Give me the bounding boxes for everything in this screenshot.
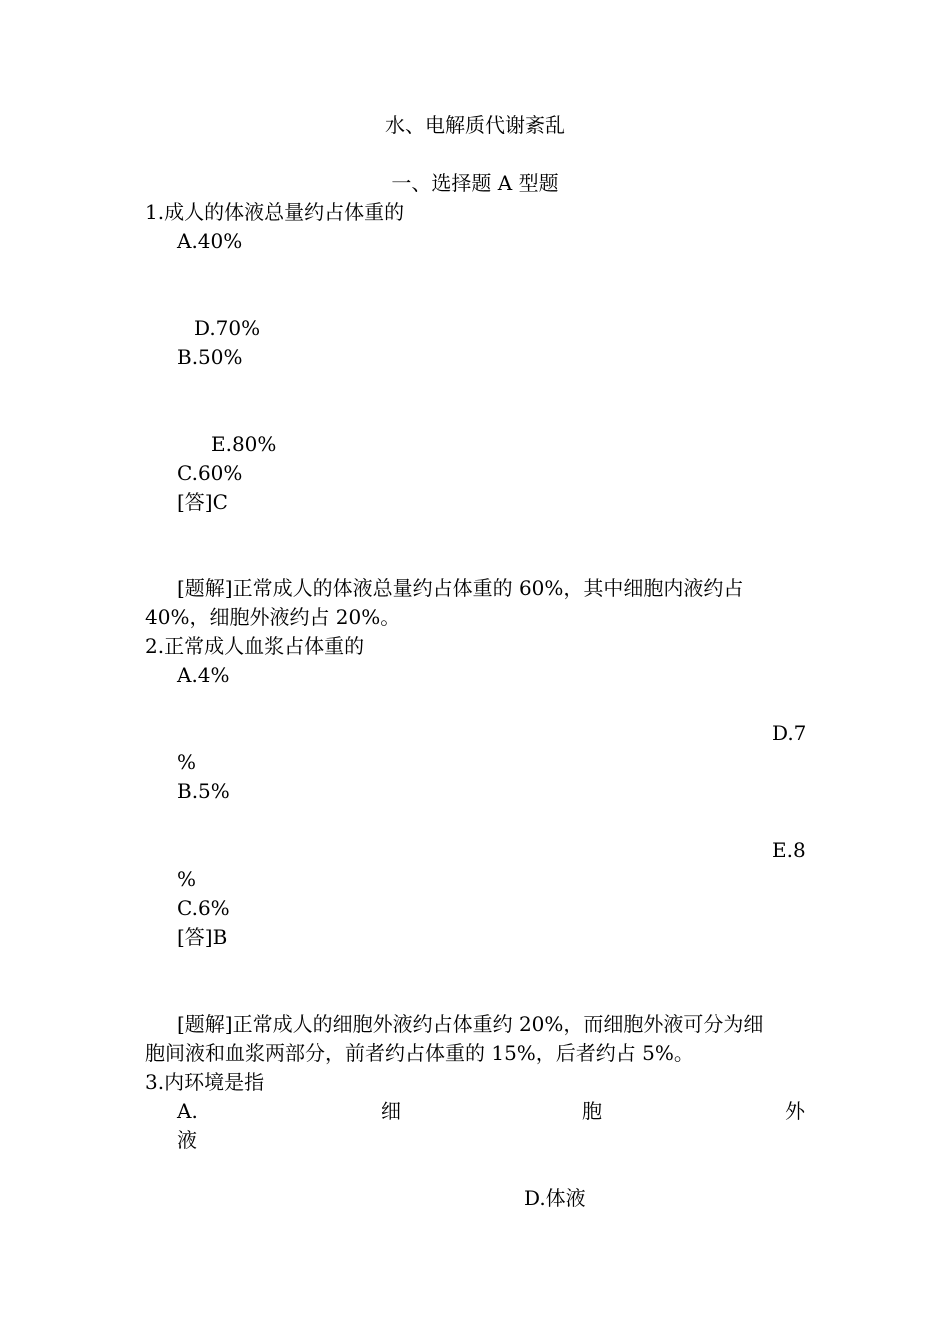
question-3-option-a-char-1: 细 [381,1099,401,1123]
question-2-explanation-line-1: [题解]正常成人的细胞外液约占体重约 20%，而细胞外液可分为细 [177,1012,764,1036]
question-1-option-d: D.70% [194,316,261,340]
question-1-stem: 1.成人的体液总量约占体重的 [145,200,405,224]
question-2-option-c: C.6% [177,896,230,920]
question-1-option-a: A.40% [177,229,243,253]
question-1-option-e: E.80% [211,432,277,456]
question-2-explanation-line-2: 胞间液和血浆两部分，前者约占体重的 15%，后者约占 5%。 [145,1041,694,1065]
question-2-option-d-part-1: D.7 [772,721,807,745]
question-3-option-a-char-4: 液 [177,1128,197,1152]
question-2-answer: [答]B [177,925,228,949]
question-1-option-b: B.50% [177,345,243,369]
question-2-option-d-part-2: % [177,750,197,774]
document-title: 水、电解质代谢紊乱 [385,113,565,137]
question-2-stem: 2.正常成人血浆占体重的 [145,634,365,658]
question-2-option-b: B.5% [177,779,230,803]
question-1-explanation-line-1: [题解]正常成人的体液总量约占体重的 60%，其中细胞内液约占 [177,576,744,600]
question-1-option-c: C.60% [177,461,243,485]
question-3-option-a-char-3: 外 [785,1099,805,1123]
question-3-option-a-prefix: A. [177,1099,198,1123]
question-2-option-e-part-2: % [177,867,197,891]
section-heading: 一、选择题 A 型题 [391,171,559,195]
question-3-option-d: D.体液 [524,1186,586,1210]
question-2-option-a: A.4% [177,663,230,687]
question-1-answer: [答]C [177,490,228,514]
question-3-stem: 3.内环境是指 [145,1070,265,1094]
question-1-explanation-line-2: 40%，细胞外液约占 20%。 [145,605,401,629]
question-3-option-a-char-2: 胞 [582,1099,602,1123]
question-2-option-e-part-1: E.8 [772,838,806,862]
